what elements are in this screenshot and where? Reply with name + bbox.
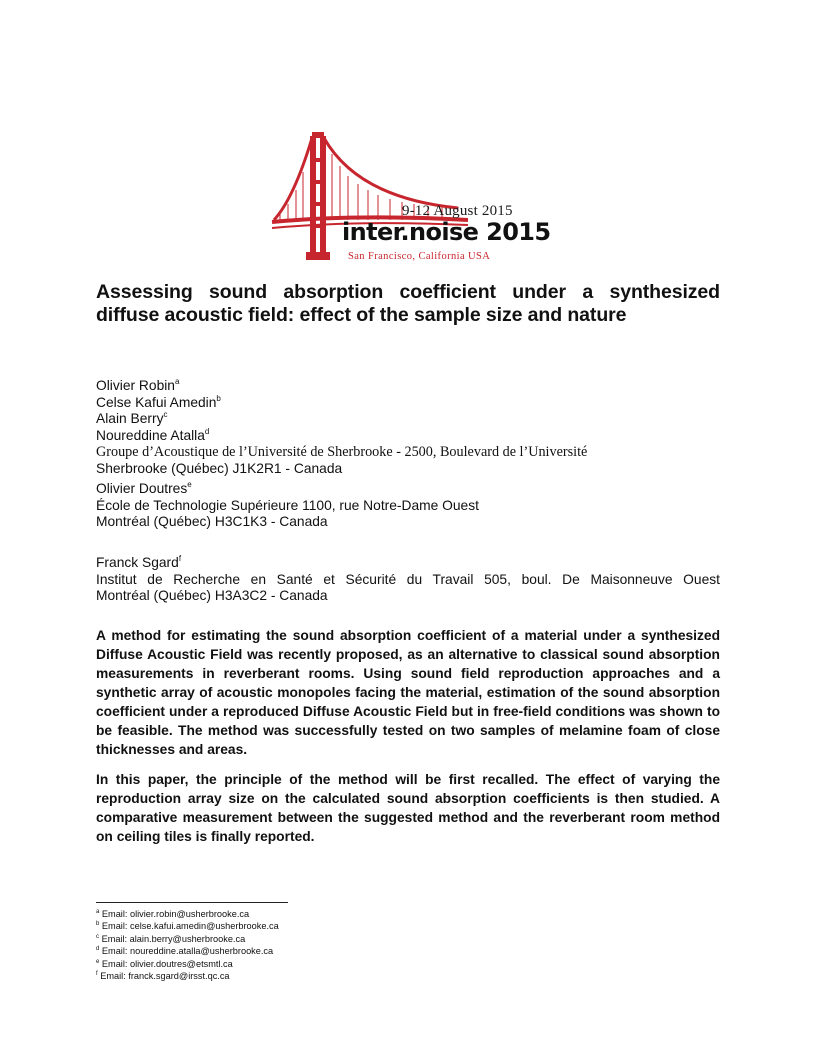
footnote: $^d$ Email: noureddine.atalla@usherbrooke.ca <box>96 946 274 957</box>
affiliation-line: Montréal (Québec) H3C1K3 - Canada <box>96 514 328 529</box>
author-name: Celse Kafui Amedin$^b$ <box>96 393 221 410</box>
author-name: Franck Sgard$^f$ <box>96 554 182 570</box>
footnote: $^b$ Email: celse.kafui.amedin@usherbrooke.ca <box>96 921 279 932</box>
footnote-divider <box>96 902 288 903</box>
conference-brand: inter.noise 2015 <box>342 218 551 246</box>
footnotes <box>96 908 279 982</box>
abstract <box>96 626 720 759</box>
abstract-paragraph: In this paper, the principle of the method will be first recalled. The effect of varying the reproduction array size on the calculated sound absorption coefficients is then studied. A comparative measurement between the suggested method and the reverberant room method on ceiling tiles is finally reported. <box>96 772 720 844</box>
footnote: $^f$ Email: franck.sgard@irsst.qc.ca <box>96 971 230 982</box>
golden-gate-bridge-icon <box>268 128 553 268</box>
conference-logo <box>268 128 553 268</box>
author-name: Alain Berry$^c$ <box>96 410 168 426</box>
author-name: Noureddine Atalla$^d$ <box>96 426 210 443</box>
affiliation-line: École de Technologie Supérieure 1100, rue Notre-Dame Ouest <box>96 497 479 513</box>
abstract-continued <box>96 770 720 846</box>
affiliation-line: Institut de Recherche en Santé et Sécurité du Travail 505, boul. De Maisonneuve Ouest <box>96 571 720 587</box>
author-name: Olivier Doutres$^e$ <box>96 480 192 496</box>
conference-location: San Francisco, California USA <box>348 251 491 262</box>
conference-date: 9-12 August 2015 <box>402 203 513 219</box>
author-block-1 <box>96 378 720 477</box>
affiliation-line: Groupe d’Acoustique de l’Université de Sherbrooke - 2500, Boulevard de l’Université <box>96 444 588 460</box>
author-block-2 <box>96 481 720 531</box>
footnote: $^a$ Email: olivier.robin@usherbrooke.ca <box>96 909 250 919</box>
abstract-paragraph: A method for estimating the sound absorption coefficient of a material under a synthesized Diffuse Acoustic Field was recently proposed, as an alternative to classical sound absorption measurements in reverberant rooms. Using sound field reproduction approaches and a synthetic array of acoustic monopoles facing the material, estimation of the sound absorption coefficient under a reproduced Diffuse Acoustic Field but in free-field conditions was shown to be feasible. The method was successfully tested on two samples of melamine foam of close thicknesses and areas. <box>96 628 720 757</box>
author-name: Olivier Robin$^a$ <box>96 377 180 393</box>
footnote: $^e$ Email: olivier.doutres@etsmtl.ca <box>96 958 233 969</box>
paper-title: Assessing sound absorption coefficient under a synthesized diffuse acoustic field: effect of the sample size and nature <box>96 281 720 326</box>
author-block-3 <box>96 555 720 605</box>
affiliation-line: Montréal (Québec) H3A3C2 - Canada <box>96 588 328 603</box>
affiliation-line: Sherbrooke (Québec) J1K2R1 - Canada <box>96 460 343 476</box>
footnote: $^c$ Email: alain.berry@usherbrooke.ca <box>96 933 246 944</box>
